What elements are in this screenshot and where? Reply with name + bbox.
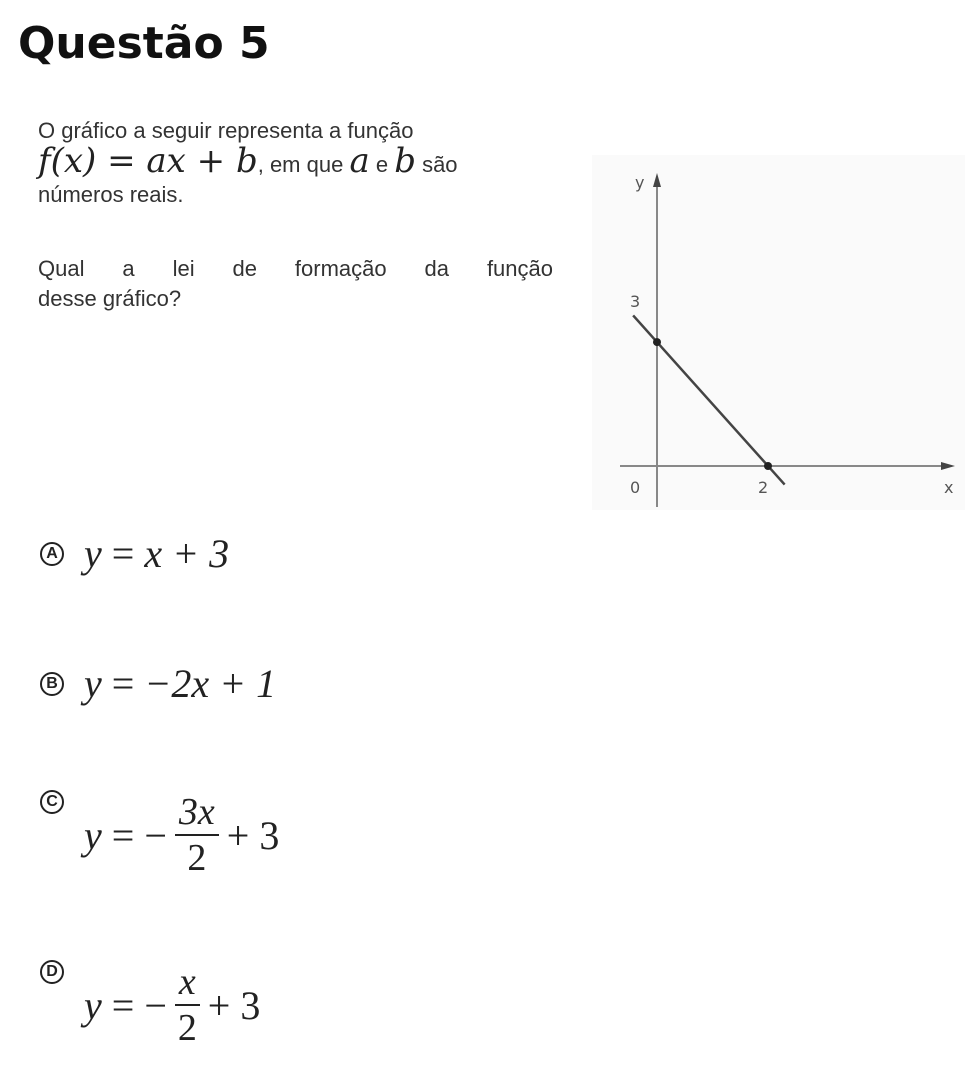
- question-title: Questão 5: [18, 18, 270, 69]
- option-d[interactable]: [40, 960, 260, 1050]
- option-letter-d: D: [40, 960, 64, 984]
- y-axis-label: y: [635, 173, 645, 192]
- y-axis-arrow-icon: [653, 173, 661, 187]
- x-axis-arrow-icon: [941, 462, 955, 470]
- option-b[interactable]: [40, 660, 276, 707]
- option-letter-a: A: [40, 542, 64, 566]
- statement-line-3: números reais.: [38, 182, 184, 207]
- statement-line-1: O gráfico a seguir representa a função: [38, 118, 414, 143]
- statement-line-2: f(x) = ax + b, em que a e b são: [38, 141, 458, 181]
- option-b-formula: y = −2x + 1: [84, 661, 277, 706]
- question-line-1: Qual a lei de formação da função: [38, 256, 553, 281]
- option-c[interactable]: [40, 790, 279, 880]
- option-a-formula: y = x + 3: [84, 531, 230, 576]
- option-c-formula: y = − $\frac{3x}{2}$ + 3: [84, 791, 280, 879]
- x-axis-label: x: [944, 478, 954, 497]
- y-intercept-label: 3: [630, 292, 641, 311]
- option-letter-c: C: [40, 790, 64, 814]
- option-a[interactable]: [40, 530, 229, 577]
- x-intercept-point: [764, 462, 772, 470]
- origin-label: 0: [630, 478, 641, 497]
- function-formula: f(x) = ax + b: [38, 141, 258, 181]
- option-letter-b: B: [40, 672, 64, 696]
- y-intercept-point: [653, 338, 661, 346]
- option-d-formula: y = − $\frac{x}{2}$ + 3: [84, 961, 261, 1049]
- question-line-2: desse gráfico?: [38, 286, 182, 311]
- function-graph: [592, 155, 965, 510]
- question-statement: [38, 116, 553, 314]
- x-intercept-label: 2: [758, 478, 769, 497]
